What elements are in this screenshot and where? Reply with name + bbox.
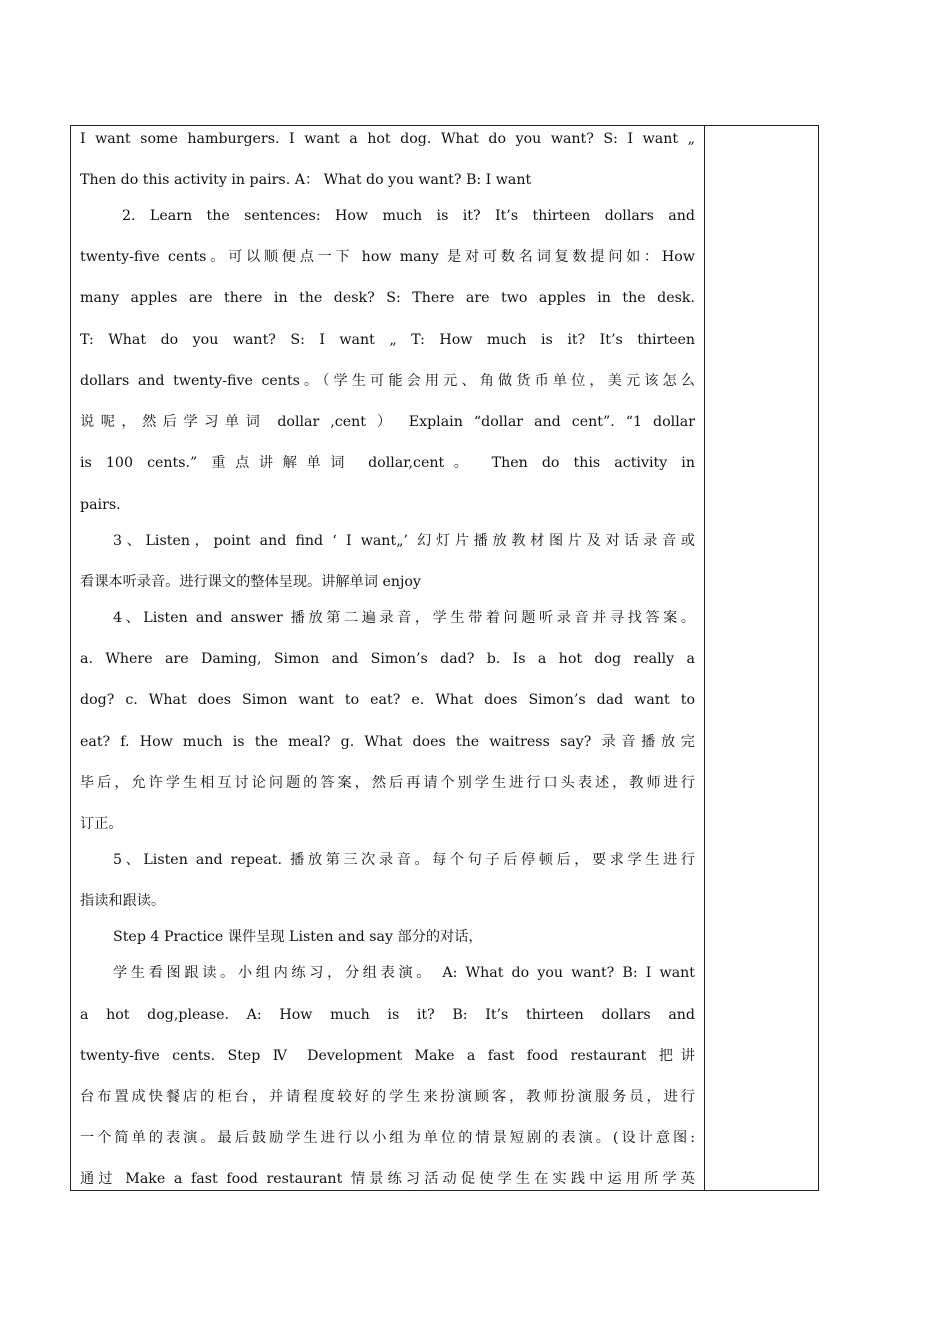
text-line: a. Where are Daming, Simon and Simon’s dad? b. Is a hot dog really a — [80, 651, 695, 667]
text-line: 说呢，然后学习单词 dollar ,cent ） Explain “dollar and cent”. “1 dollar — [80, 414, 695, 430]
lesson-table — [70, 125, 819, 1191]
text-line: 通过 Make a fast food restaurant 情景练习活动促使学生在实践中运用所学英 — [80, 1171, 695, 1187]
text-line: twenty-five cents. Step Ⅳ Development Make a fast food restaurant 把讲 — [80, 1048, 695, 1064]
text-line: eat? f. How much is the meal? g. What does the waitress say? 录音播放完 — [80, 734, 695, 750]
text-line: 一个简单的表演。最后鼓励学生进行以小组为单位的情景短剧的表演。(设计意图: — [80, 1130, 695, 1146]
text-line: pairs. — [80, 497, 121, 513]
text-line: 看课本听录音。进行课文的整体呈现。讲解单词 enjoy — [80, 574, 421, 590]
text-line: 订正。 — [80, 816, 123, 832]
text-line: 4、Listen and answer 播放第二遍录音，学生带着问题听录音并寻找答案。 — [113, 610, 695, 626]
text-line: 学生看图跟读。小组内练习，分组表演。 A: What do you want? B: I want — [113, 965, 695, 981]
text-line: I want some hamburgers. I want a hot dog. What do you want? S: I want „ — [80, 131, 695, 147]
text-line: twenty-five cents。可以顺便点一下 how many 是对可数名词复数提问如：How — [80, 249, 695, 265]
text-line: 指读和跟读。 — [80, 893, 166, 909]
text-line: Then do this activity in pairs. A： What do you want? B: I want — [80, 172, 532, 188]
text-line: 2. Learn the sentences: How much is it? It’s thirteen dollars and — [122, 208, 695, 224]
text-line: is 100 cents.” 重点讲解单词 dollar,cent。 Then do this activity in — [80, 455, 695, 471]
text-line: 台布置成快餐店的柜台，并请程度较好的学生来扮演顾客，教师扮演服务员，进行 — [80, 1089, 695, 1105]
text-line: a hot dog,please. A: How much is it? B: It’s thirteen dollars and — [80, 1007, 695, 1023]
text-line: 3、Listen，point and find ‘ I want„’ 幻灯片播放教材图片及对话录音或 — [113, 533, 695, 549]
text-line: 5、Listen and repeat. 播放第三次录音。每个句子后停顿后，要求学生进行 — [113, 852, 695, 868]
column-divider — [704, 126, 705, 1190]
text-line: many apples are there in the desk? S: There are two apples in the desk. — [80, 290, 695, 306]
text-line: dog? c. What does Simon want to eat? e. What does Simon’s dad want to — [80, 692, 695, 708]
text-line: T: What do you want? S: I want „ T: How much is it? It’s thirteen — [80, 332, 695, 348]
text-line: dollars and twenty-five cents。（学生可能会用元、角做货币单位，美元该怎么 — [80, 373, 695, 389]
text-line: 毕后，允许学生相互讨论问题的答案，然后再请个别学生进行口头表述，教师进行 — [80, 775, 695, 791]
text-line: Step 4 Practice 课件呈现 Listen and say 部分的对话， — [113, 929, 483, 945]
